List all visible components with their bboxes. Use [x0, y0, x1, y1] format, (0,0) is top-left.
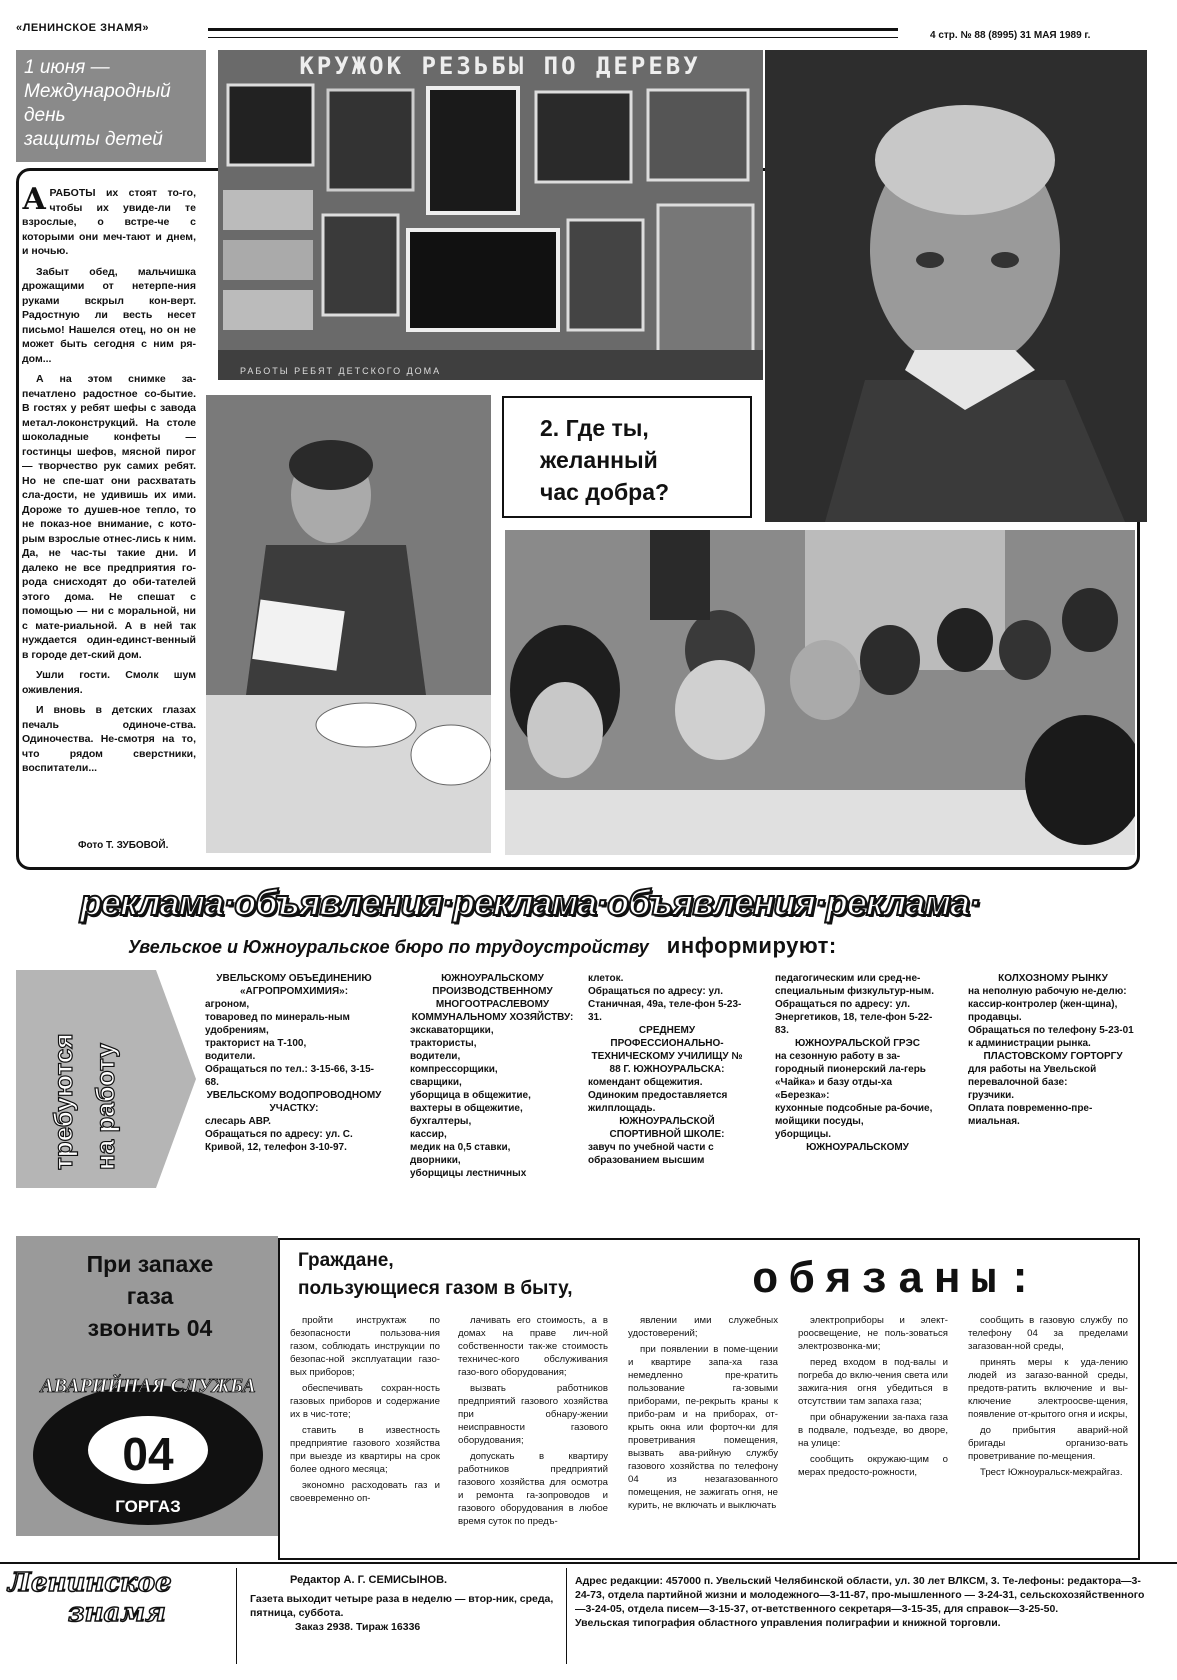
masthead-rule: [208, 28, 898, 38]
employer-name: КОЛХОЗНОМУ РЫНКУ: [998, 973, 1108, 984]
kicker-line: 1 июня —: [24, 57, 110, 78]
employer-name: ЮЖНОУРАЛЬСКОМУ ПРОИЗВОДСТВЕННОМУ МНОГООТРАСЛЕВОМУ КОММУНАЛЬНОМУ ХОЗЯЙСТВУ:: [411, 973, 574, 1023]
job-item: тракторист на Т-100,: [205, 1038, 307, 1049]
kicker-line: защиты детей: [24, 129, 163, 150]
address-text: Адрес редакции: 457000 п. Увельский Челябинской области, ул. 30 лет ВЛКСМ, 3. Те-лефоны: редактора—3-24-73, отдела партийной жизни и молодежного—3-11-87, про-мышленного — 3-24-31, сельскохозяйственного—3-24-05, отдела писем—3-15-37, от-ветственного секретаря—3-15-35, для справок—3-25-50.: [575, 1575, 1145, 1615]
job-item: бухгалтеры,: [410, 1116, 472, 1127]
job-item: медик на 0,5 ставки,: [410, 1142, 511, 1153]
jobs-column: [775, 972, 940, 1154]
gas-rule-paragraph: сообщить окружаю-щим о мерах предосто-рожности,: [798, 1454, 948, 1478]
telephone-04-illustration: [28, 1350, 268, 1530]
gas-rules-column: [968, 1314, 1128, 1482]
job-item: на неполную рабочую не-делю:: [968, 986, 1127, 997]
gas-rule-paragraph: явлении ими служебных удостоверений;: [628, 1315, 778, 1339]
gas-rules-column: [798, 1314, 948, 1482]
gas-rules-subheading: пользующиеся газом в быту,: [298, 1278, 573, 1299]
employer-name: ЮЖНОУРАЛЬСКОЙ СПОРТИВНОЙ ШКОЛЕ:: [609, 1116, 725, 1140]
headline-line: желанный: [540, 447, 658, 473]
printer-text: Увельская типография областного управления полиграфии и книжной торговли.: [575, 1617, 1001, 1629]
kicker-line: день: [24, 105, 66, 126]
boy-portrait-photo: [765, 50, 1147, 522]
arrow-text: требуются: [48, 1033, 78, 1170]
job-item: Обращаться по адресу: ул. Станичная, 49а, теле-фон 5-23-31.: [588, 986, 742, 1023]
gas-rule-paragraph: обеспечивать сохран-ность газовых приборов и содержание их в чис-тоте;: [290, 1383, 440, 1420]
gas-rules-column: [628, 1314, 778, 1515]
job-item: дворники,: [410, 1155, 461, 1166]
gas-rules-column: [290, 1314, 440, 1508]
job-item: завуч по учебной части с образованием высшим: [588, 1142, 714, 1166]
job-item: уборщицы.: [775, 1129, 832, 1140]
gas-rule-paragraph: принять меры к уда-лению людей из загазо-ванной среды, предотв-ратить включение и вы-ключение электроосве-щения, появление от-крытого огня и искры,: [968, 1357, 1128, 1420]
jobs-wanted-arrow: [16, 970, 196, 1188]
lead-article: [22, 182, 196, 782]
gas-rules-heading: Граждане,: [298, 1250, 394, 1271]
gas-title-line: газа: [126, 1283, 174, 1309]
job-item: трактористы,: [410, 1038, 477, 1049]
employment-bureau-heading: [128, 933, 837, 959]
job-item: на сезонную работу в за-городный пионерский ла-герь «Чайка» и базу отды-ха «Березка»:: [775, 1051, 926, 1101]
jobs-column: [968, 972, 1138, 1128]
gas-rule-paragraph: Трест Южноуральск-межрайгаз.: [980, 1467, 1123, 1478]
footer-divider: [236, 1568, 237, 1664]
job-item: водители.: [205, 1051, 256, 1062]
gas-rule-paragraph: вызвать работников предприятий газового хозяйства при обнару-жении неисправности газового оборудования;: [458, 1383, 608, 1446]
print-order: Заказ 2938. Тираж 16336: [295, 1621, 421, 1633]
job-item: клеток.: [588, 973, 624, 984]
logo-line: Ленинское: [8, 1568, 172, 1598]
logo-line: знамя: [68, 1598, 166, 1628]
job-item: Обращаться по тел.: 3-15-66, 3-15-68.: [205, 1064, 374, 1088]
employer-name: УВЕЛЬСКОМУ ОБЪЕДИНЕНИЮ «АГРОПРОМХИМИЯ»:: [216, 973, 372, 997]
newspaper-logo: [8, 1568, 228, 1638]
job-item: педагогическим или сред-не-специальным физкультур-ным.: [775, 973, 934, 997]
badge-bottom-text: ГОРГАЗ: [115, 1497, 181, 1516]
badge-number: 04: [122, 1428, 174, 1480]
job-item: кассир-контролер (жен-щина),: [968, 999, 1118, 1010]
gas-title-line: звонить 04: [87, 1315, 213, 1341]
job-item: Обращаться по адресу: ул. Энергетиков, 18, теле-фон 5-22-83.: [775, 999, 933, 1036]
headline-line: час добра?: [540, 479, 670, 505]
job-item: компрессорщики,: [410, 1064, 498, 1075]
employer-name: УВЕЛЬСКОМУ ВОДОПРОВОДНОМУ УЧАСТКУ:: [206, 1090, 382, 1114]
gas-rule-paragraph: при появлении в поме-щении и квартире запа-ха газа немедленно пре-кратить пользование га-зовыми приборами, пе-рекрыть краны к прибо-рам и на приборах, от-крыть окна или форточ-ки для проветривания помещения, вызвать ава-рийную службу газового хозяйства по телефону 04 из незагазованного помещения, не зажигать огня, не курить, не включать и выключать: [628, 1344, 778, 1511]
employer-name: СРЕДНЕМУ ПРОФЕССИОНАЛЬНО-ТЕХНИЧЕСКОМУ УЧИЛИЩУ № 88 Г. ЮЖНОУРАЛЬСКА:: [591, 1025, 743, 1075]
job-item: продавцы.: [968, 1012, 1022, 1023]
lead-paragraph: И вновь в детских глазах печаль одиноче-ства. Одиночества. Не-смотря на то, что рядом сверстники, воспитатели...: [22, 704, 196, 774]
job-item: мойщики посуды,: [775, 1116, 864, 1127]
job-item: кассир,: [410, 1129, 447, 1140]
masthead-issue: 4 стр. № 88 (8995) 31 МАЯ 1989 г.: [930, 30, 1091, 41]
lead-paragraph: Забыт обед, мальчишка дрожащими от нетерпе-ния руками вскрыл кон-верт. Радостную ли весть несет письмо! Нашелся отец, но он не может быть сегодня с ним ря-дом...: [22, 265, 196, 365]
job-item: слесарь АВР.: [205, 1116, 271, 1127]
jobs-column: [410, 972, 575, 1180]
badge-top-text: АВАРИЙНАЯ СЛУЖБА: [40, 1375, 256, 1397]
job-item: для работы на Увельской перевалочной базе:: [968, 1064, 1097, 1088]
gas-rule-paragraph: электроприборы и элект-роосвещение, не поль-зоваться электрозвонка-ми;: [798, 1315, 948, 1352]
job-item: экскаваторщики,: [410, 1025, 494, 1036]
gas-rules-column: [458, 1314, 608, 1531]
job-item: Обращаться по адресу: ул. С. Кривой, 12, телефон 3-10-97.: [205, 1129, 353, 1153]
lead-paragraph: Ушли гости. Смолк шум оживления.: [22, 669, 196, 696]
job-item: уборщицы лестничных: [410, 1168, 527, 1179]
gas-title-line: При запахе: [86, 1251, 214, 1277]
gas-rule-paragraph: при обнаружении за-паха газа в подвале, подъезде, во дворе, на улице:: [798, 1412, 948, 1449]
employer-name: ЮЖНОУРАЛЬСКОЙ ГРЭС: [795, 1038, 920, 1049]
job-item: сварщики,: [410, 1077, 462, 1088]
bureau-verb: информируют:: [666, 933, 837, 958]
kicker-line: Международный: [24, 81, 171, 102]
job-item: Обращаться по телефону 5-23-01 к администрации рынка.: [968, 1025, 1134, 1049]
job-item: агроном,: [205, 999, 250, 1010]
employer-name: ПЛАСТОВСКОМУ ГОРТОРГУ: [983, 1051, 1123, 1062]
gas-rule-paragraph: лачивать его стоимость, а в домах на праве лич-ной собственности так-же стоимость техничес-кого обслуживания газо-вого оборудования;: [458, 1315, 608, 1378]
holiday-kicker: [16, 50, 206, 162]
arrow-text: на работу: [90, 1043, 120, 1170]
job-item: грузчики.: [968, 1090, 1015, 1101]
gas-rules-obliged: обязаны:: [752, 1256, 1044, 1306]
job-item: кухонные подсобные ра-бочие,: [775, 1103, 933, 1114]
woodcarving-photo: [218, 50, 763, 380]
job-item: комендант общежития. Одиноким предоставляется жилплощадь.: [588, 1077, 728, 1114]
woodcarving-photo-title: КРУЖОК РЕЗЬБЫ ПО ДЕРЕВУ: [299, 52, 701, 80]
job-item: водители,: [410, 1051, 461, 1062]
dropcap: А: [22, 182, 47, 217]
gas-rule-paragraph: пройти инструктаж по безопасности пользова-ния газом, соблюдать инструкции по безопас-ной эксплуатации газо-вых приборов;: [290, 1315, 440, 1378]
job-item: вахтеры в общежитие,: [410, 1103, 523, 1114]
jobs-column: [588, 972, 746, 1167]
lead-paragraph: РАБОТЫ их стоят то-го, чтобы их увиде-ли те взрослые, о встре-че с которыми они меч-тают и днем, и ночью.: [22, 187, 196, 257]
bureau-name: Увельское и Южноуральское бюро по трудоустройству: [128, 937, 649, 957]
employer-name: ЮЖНОУРАЛЬСКОМУ: [806, 1142, 909, 1153]
boy-with-letter-photo: [206, 395, 491, 853]
dinner-table-photo: [505, 530, 1135, 855]
job-item: Оплата повременно-пре-миальная.: [968, 1103, 1093, 1127]
editorial-address: [575, 1574, 1145, 1630]
publication-info: [250, 1592, 555, 1634]
gas-rule-paragraph: перед входом в под-валы и погреба до вклю-чения света или зажига-ния огня убедиться в отсутствии там запаха газа;: [798, 1357, 948, 1407]
job-item: уборщица в общежитие,: [410, 1090, 531, 1101]
editor-credit: Редактор А. Г. СЕМИСЫНОВ.: [290, 1574, 448, 1586]
headline-line: 2. Где ты,: [540, 415, 649, 441]
masthead-paper-name: «ЛЕНИНСКОЕ ЗНАМЯ»: [16, 22, 150, 34]
job-item: товаровед по минераль-ным удобрениям,: [205, 1012, 350, 1036]
gas-emergency-title: [40, 1248, 260, 1344]
gas-rule-paragraph: экономно расходовать газ и своевременно оп-: [290, 1480, 440, 1504]
ads-banner: реклама·объявления·реклама·объявления·реклама·: [80, 882, 981, 923]
gas-rule-paragraph: до прибытия аварий-ной бригады организо-вать проветривание по-мещения.: [968, 1425, 1128, 1462]
footer-rule: [0, 1562, 1177, 1564]
photo-credit: Фото Т. ЗУБОВОЙ.: [78, 840, 169, 851]
lead-paragraph: А на этом снимке за-печатлено радостное со-бытие. В гостях у ребят шефы с завода метал-локонструкций. На столе шоколадные конфеты — гостинцы шефов, мясной пирог — творчество рук самих ребят. Но не спе-шат они расхватать сла-дости, не удивишь их ими. Дороже то душев-ное тепло, то не показ-ное внимание, с кото-рым взрослые отнес-лись к ним. Да, не час-ты такие дни. И далеко не все предприятия го-рода снисходят до оби-тателей этого дома. Не спешат с помощью — ни с моральной, ни с мате-риальной. А в ней так нуждается один-единст-венный в городе дет-ский дом.: [22, 373, 196, 661]
jobs-column: [205, 972, 383, 1154]
gas-rule-paragraph: допускать в квартиру работников предприятий газового хозяйства для осмотра и ремонта га-зопроводов и газового оборудования в любое время суток по предъ-: [458, 1451, 608, 1527]
article-headline: [502, 396, 752, 518]
footer-divider: [566, 1568, 567, 1664]
woodcarving-photo-caption: РАБОТЫ РЕБЯТ ДЕТСКОГО ДОМА: [240, 366, 442, 376]
publication-schedule: Газета выходит четыре раза в неделю — втор-ник, среда, пятница, суббота.: [250, 1593, 554, 1619]
gas-rule-paragraph: сообщить в газовую службу по телефону 04 за пределами загазован-ной среды,: [968, 1315, 1128, 1352]
gas-rule-paragraph: ставить в известность предприятие газового хозяйства при выезде из квартиры на срок более одного месяца;: [290, 1425, 440, 1475]
